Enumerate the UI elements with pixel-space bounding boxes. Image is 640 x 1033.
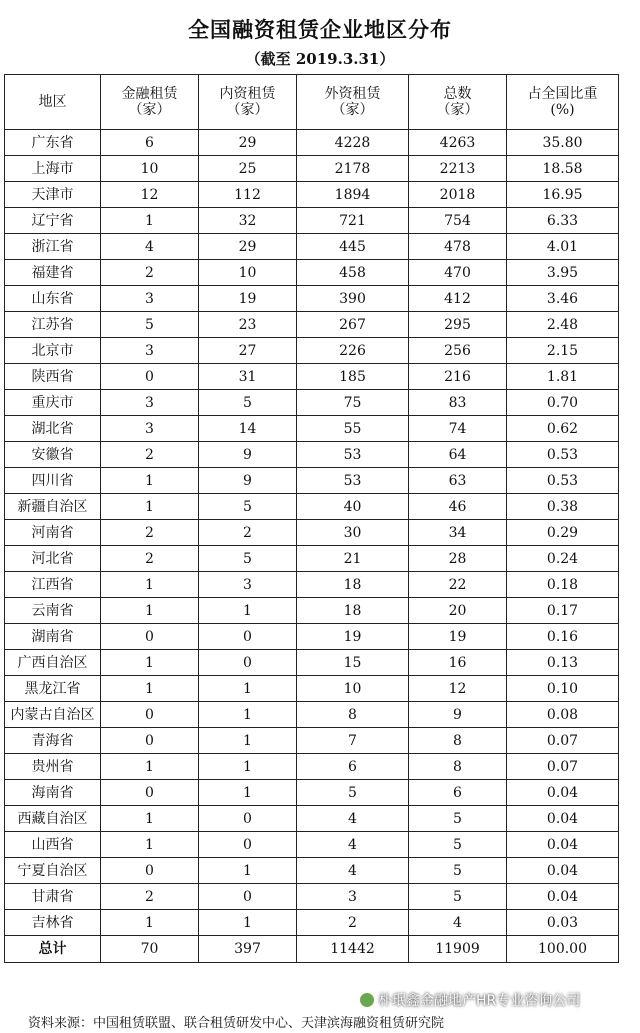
table-row	[5, 182, 619, 208]
watermark-logo-icon	[360, 993, 374, 1007]
total-count-cell: 2018	[409, 182, 507, 208]
domestic-leasing-cell: 14	[199, 416, 297, 442]
region-cell: 上海市	[5, 156, 101, 182]
total-count-cell: 19	[409, 624, 507, 650]
foreign-leasing-cell: 185	[297, 364, 409, 390]
table-row	[5, 832, 619, 858]
column-header-national-share	[507, 75, 619, 130]
total-count-cell: 20	[409, 598, 507, 624]
total-count-cell: 83	[409, 390, 507, 416]
financial-leasing-cell: 2	[101, 520, 199, 546]
financial-leasing-cell: 12	[101, 182, 199, 208]
foreign-leasing-cell: 18	[297, 598, 409, 624]
total-count-cell: 478	[409, 234, 507, 260]
column-header-region	[5, 75, 101, 130]
table-row	[5, 286, 619, 312]
share-cell: 3.46	[507, 286, 619, 312]
foreign-leasing-cell: 2	[297, 910, 409, 936]
region-cell: 广西自治区	[5, 650, 101, 676]
foreign-leasing-cell: 75	[297, 390, 409, 416]
total-label-cell: 总计	[5, 936, 101, 963]
domestic-leasing-cell: 31	[199, 364, 297, 390]
total-count-cell: 8	[409, 754, 507, 780]
financial-leasing-cell: 4	[101, 234, 199, 260]
foreign-leasing-cell: 53	[297, 442, 409, 468]
domestic-leasing-cell: 1	[199, 910, 297, 936]
total-count-cell: 4	[409, 910, 507, 936]
domestic-leasing-cell: 5	[199, 494, 297, 520]
page-title: 全国融资租赁企业地区分布	[188, 17, 452, 42]
total-count-cell: 5	[409, 858, 507, 884]
total-count-cell: 5	[409, 832, 507, 858]
region-cell: 重庆市	[5, 390, 101, 416]
share-cell: 0.62	[507, 416, 619, 442]
region-cell: 河南省	[5, 520, 101, 546]
financial-leasing-cell: 2	[101, 442, 199, 468]
domestic-leasing-cell: 1	[199, 754, 297, 780]
share-cell: 0.07	[507, 754, 619, 780]
region-cell: 北京市	[5, 338, 101, 364]
column-header-financial-leasing	[101, 75, 199, 130]
region-cell: 广东省	[5, 130, 101, 156]
financial-leasing-cell: 1	[101, 910, 199, 936]
column-header-line2: （家）	[331, 102, 374, 118]
region-cell: 西藏自治区	[5, 806, 101, 832]
domestic-leasing-cell: 0	[199, 650, 297, 676]
financial-leasing-cell: 2	[101, 546, 199, 572]
foreign-leasing-cell: 4228	[297, 130, 409, 156]
domestic-leasing-cell: 9	[199, 442, 297, 468]
total-domestic-leasing-cell: 397	[199, 936, 297, 963]
financial-leasing-cell: 1	[101, 572, 199, 598]
total-count-cell: 12	[409, 676, 507, 702]
region-cell: 江苏省	[5, 312, 101, 338]
table-row	[5, 416, 619, 442]
foreign-leasing-cell: 30	[297, 520, 409, 546]
table-row	[5, 702, 619, 728]
table-row	[5, 858, 619, 884]
region-distribution-table	[4, 74, 619, 963]
share-cell: 0.24	[507, 546, 619, 572]
domestic-leasing-cell: 25	[199, 156, 297, 182]
total-count-cell: 8	[409, 728, 507, 754]
share-cell: 16.95	[507, 182, 619, 208]
share-cell: 2.15	[507, 338, 619, 364]
financial-leasing-cell: 3	[101, 286, 199, 312]
column-header-line2: （家）	[436, 102, 479, 118]
watermark	[360, 990, 580, 1010]
region-cell: 山东省	[5, 286, 101, 312]
region-cell: 山西省	[5, 832, 101, 858]
domestic-leasing-cell: 9	[199, 468, 297, 494]
region-cell: 湖北省	[5, 416, 101, 442]
share-cell: 0.04	[507, 832, 619, 858]
share-cell: 0.53	[507, 468, 619, 494]
region-cell: 云南省	[5, 598, 101, 624]
region-cell: 新疆自治区	[5, 494, 101, 520]
table-row	[5, 520, 619, 546]
header-row	[5, 75, 619, 130]
share-cell: 0.29	[507, 520, 619, 546]
total-financial-leasing-cell: 70	[101, 936, 199, 963]
total-count-cell: 16	[409, 650, 507, 676]
financial-leasing-cell: 3	[101, 390, 199, 416]
table-row	[5, 208, 619, 234]
region-cell: 吉林省	[5, 910, 101, 936]
column-header-line1: 内资租赁	[219, 86, 276, 102]
share-cell: 0.10	[507, 676, 619, 702]
table-footer	[5, 936, 619, 963]
foreign-leasing-cell: 53	[297, 468, 409, 494]
domestic-leasing-cell: 0	[199, 832, 297, 858]
foreign-leasing-cell: 6	[297, 754, 409, 780]
financial-leasing-cell: 1	[101, 676, 199, 702]
region-cell: 甘肃省	[5, 884, 101, 910]
domestic-leasing-cell: 10	[199, 260, 297, 286]
total-count-cell: 34	[409, 520, 507, 546]
table-row	[5, 676, 619, 702]
foreign-leasing-cell: 15	[297, 650, 409, 676]
foreign-leasing-cell: 721	[297, 208, 409, 234]
foreign-leasing-cell: 19	[297, 624, 409, 650]
share-cell: 0.17	[507, 598, 619, 624]
domestic-leasing-cell: 1	[199, 780, 297, 806]
region-cell: 贵州省	[5, 754, 101, 780]
total-count-cell: 22	[409, 572, 507, 598]
domestic-leasing-cell: 23	[199, 312, 297, 338]
foreign-leasing-cell: 390	[297, 286, 409, 312]
foreign-leasing-cell: 3	[297, 884, 409, 910]
region-cell: 安徽省	[5, 442, 101, 468]
table-row	[5, 728, 619, 754]
domestic-leasing-cell: 2	[199, 520, 297, 546]
column-header-total-count	[409, 75, 507, 130]
source-note: 资料来源：中国租赁联盟、联合租赁研发中心、天津滨海融资租赁研究院	[28, 1016, 445, 1031]
table-row	[5, 884, 619, 910]
share-cell: 0.04	[507, 884, 619, 910]
foreign-leasing-cell: 458	[297, 260, 409, 286]
foreign-leasing-cell: 1894	[297, 182, 409, 208]
financial-leasing-cell: 0	[101, 702, 199, 728]
domestic-leasing-cell: 1	[199, 702, 297, 728]
region-cell: 浙江省	[5, 234, 101, 260]
domestic-leasing-cell: 3	[199, 572, 297, 598]
financial-leasing-cell: 0	[101, 858, 199, 884]
foreign-leasing-cell: 7	[297, 728, 409, 754]
table-row	[5, 260, 619, 286]
region-cell: 福建省	[5, 260, 101, 286]
domestic-leasing-cell: 1	[199, 598, 297, 624]
table-row	[5, 442, 619, 468]
table-row	[5, 780, 619, 806]
column-header-line1: 金融租赁	[121, 86, 178, 102]
financial-leasing-cell: 1	[101, 468, 199, 494]
total-count-cell: 6	[409, 780, 507, 806]
column-header-line2: （家）	[128, 102, 171, 118]
total-count-cell: 216	[409, 364, 507, 390]
region-cell: 陕西省	[5, 364, 101, 390]
table-row	[5, 390, 619, 416]
financial-leasing-cell: 0	[101, 780, 199, 806]
total-share-cell: 100.00	[507, 936, 619, 963]
total-row	[5, 936, 619, 963]
foreign-leasing-cell: 4	[297, 806, 409, 832]
share-cell: 0.18	[507, 572, 619, 598]
share-cell: 0.04	[507, 806, 619, 832]
foreign-leasing-cell: 55	[297, 416, 409, 442]
domestic-leasing-cell: 1	[199, 676, 297, 702]
total-count-cell: 74	[409, 416, 507, 442]
total-count-cell: 11909	[409, 936, 507, 963]
domestic-leasing-cell: 29	[199, 234, 297, 260]
share-cell: 2.48	[507, 312, 619, 338]
foreign-leasing-cell: 2178	[297, 156, 409, 182]
share-cell: 0.53	[507, 442, 619, 468]
domestic-leasing-cell: 0	[199, 884, 297, 910]
domestic-leasing-cell: 1	[199, 728, 297, 754]
domestic-leasing-cell: 5	[199, 546, 297, 572]
table-row	[5, 312, 619, 338]
financial-leasing-cell: 1	[101, 806, 199, 832]
total-count-cell: 4263	[409, 130, 507, 156]
table-row	[5, 234, 619, 260]
total-count-cell: 5	[409, 806, 507, 832]
total-count-cell: 2213	[409, 156, 507, 182]
share-cell: 0.04	[507, 780, 619, 806]
table-row	[5, 806, 619, 832]
table-header	[5, 75, 619, 130]
region-cell: 宁夏自治区	[5, 858, 101, 884]
domestic-leasing-cell: 0	[199, 806, 297, 832]
table-body	[5, 130, 619, 936]
foreign-leasing-cell: 4	[297, 858, 409, 884]
table-row	[5, 338, 619, 364]
share-cell: 0.08	[507, 702, 619, 728]
column-header-domestic-leasing	[199, 75, 297, 130]
region-cell: 海南省	[5, 780, 101, 806]
table-row	[5, 156, 619, 182]
table-row	[5, 754, 619, 780]
share-cell: 0.70	[507, 390, 619, 416]
total-count-cell: 5	[409, 884, 507, 910]
financial-leasing-cell: 2	[101, 884, 199, 910]
column-header-line1: 占全国比重	[527, 86, 598, 102]
total-count-cell: 46	[409, 494, 507, 520]
region-cell: 湖南省	[5, 624, 101, 650]
table-row	[5, 572, 619, 598]
financial-leasing-cell: 1	[101, 650, 199, 676]
share-cell: 4.01	[507, 234, 619, 260]
financial-leasing-cell: 1	[101, 494, 199, 520]
table-row	[5, 494, 619, 520]
share-cell: 0.04	[507, 858, 619, 884]
share-cell: 6.33	[507, 208, 619, 234]
table-row	[5, 130, 619, 156]
foreign-leasing-cell: 4	[297, 832, 409, 858]
domestic-leasing-cell: 27	[199, 338, 297, 364]
table-row	[5, 624, 619, 650]
region-cell: 四川省	[5, 468, 101, 494]
table-row	[5, 910, 619, 936]
financial-leasing-cell: 5	[101, 312, 199, 338]
foreign-leasing-cell: 21	[297, 546, 409, 572]
financial-leasing-cell: 0	[101, 624, 199, 650]
total-count-cell: 412	[409, 286, 507, 312]
total-foreign-leasing-cell: 11442	[297, 936, 409, 963]
foreign-leasing-cell: 5	[297, 780, 409, 806]
column-header-line1: 总数	[443, 86, 472, 102]
financial-leasing-cell: 1	[101, 598, 199, 624]
table-row	[5, 598, 619, 624]
total-count-cell: 9	[409, 702, 507, 728]
domestic-leasing-cell: 0	[199, 624, 297, 650]
domestic-leasing-cell: 1	[199, 858, 297, 884]
watermark-text: 朴珉鑫金融地产HR专业咨询公司	[378, 993, 581, 1009]
foreign-leasing-cell: 18	[297, 572, 409, 598]
financial-leasing-cell: 1	[101, 208, 199, 234]
total-count-cell: 754	[409, 208, 507, 234]
financial-leasing-cell: 3	[101, 338, 199, 364]
column-header-line1: 外资租赁	[324, 86, 381, 102]
total-count-cell: 63	[409, 468, 507, 494]
domestic-leasing-cell: 32	[199, 208, 297, 234]
column-header-line1: 地区	[38, 94, 67, 110]
column-header-line2: （家）	[226, 102, 269, 118]
financial-leasing-cell: 0	[101, 728, 199, 754]
share-cell: 1.81	[507, 364, 619, 390]
table-row	[5, 364, 619, 390]
total-count-cell: 295	[409, 312, 507, 338]
foreign-leasing-cell: 226	[297, 338, 409, 364]
foreign-leasing-cell: 8	[297, 702, 409, 728]
foreign-leasing-cell: 40	[297, 494, 409, 520]
financial-leasing-cell: 10	[101, 156, 199, 182]
share-cell: 18.58	[507, 156, 619, 182]
financial-leasing-cell: 2	[101, 260, 199, 286]
share-cell: 0.13	[507, 650, 619, 676]
table-row	[5, 650, 619, 676]
table-row	[5, 468, 619, 494]
column-header-line2: (%)	[550, 102, 575, 118]
share-cell: 3.95	[507, 260, 619, 286]
financial-leasing-cell: 6	[101, 130, 199, 156]
column-header-foreign-leasing	[297, 75, 409, 130]
page-subtitle: （截至 2019.3.31）	[245, 50, 395, 68]
share-cell: 0.16	[507, 624, 619, 650]
share-cell: 35.80	[507, 130, 619, 156]
table-row	[5, 546, 619, 572]
domestic-leasing-cell: 5	[199, 390, 297, 416]
region-cell: 江西省	[5, 572, 101, 598]
domestic-leasing-cell: 29	[199, 130, 297, 156]
domestic-leasing-cell: 112	[199, 182, 297, 208]
financial-leasing-cell: 1	[101, 754, 199, 780]
region-cell: 黑龙江省	[5, 676, 101, 702]
domestic-leasing-cell: 19	[199, 286, 297, 312]
total-count-cell: 64	[409, 442, 507, 468]
financial-leasing-cell: 1	[101, 832, 199, 858]
region-cell: 青海省	[5, 728, 101, 754]
share-cell: 0.07	[507, 728, 619, 754]
total-count-cell: 256	[409, 338, 507, 364]
share-cell: 0.03	[507, 910, 619, 936]
financial-leasing-cell: 3	[101, 416, 199, 442]
region-cell: 辽宁省	[5, 208, 101, 234]
foreign-leasing-cell: 10	[297, 676, 409, 702]
region-cell: 内蒙古自治区	[5, 702, 101, 728]
region-cell: 河北省	[5, 546, 101, 572]
total-count-cell: 470	[409, 260, 507, 286]
share-cell: 0.38	[507, 494, 619, 520]
foreign-leasing-cell: 267	[297, 312, 409, 338]
total-count-cell: 28	[409, 546, 507, 572]
foreign-leasing-cell: 445	[297, 234, 409, 260]
region-cell: 天津市	[5, 182, 101, 208]
financial-leasing-cell: 0	[101, 364, 199, 390]
